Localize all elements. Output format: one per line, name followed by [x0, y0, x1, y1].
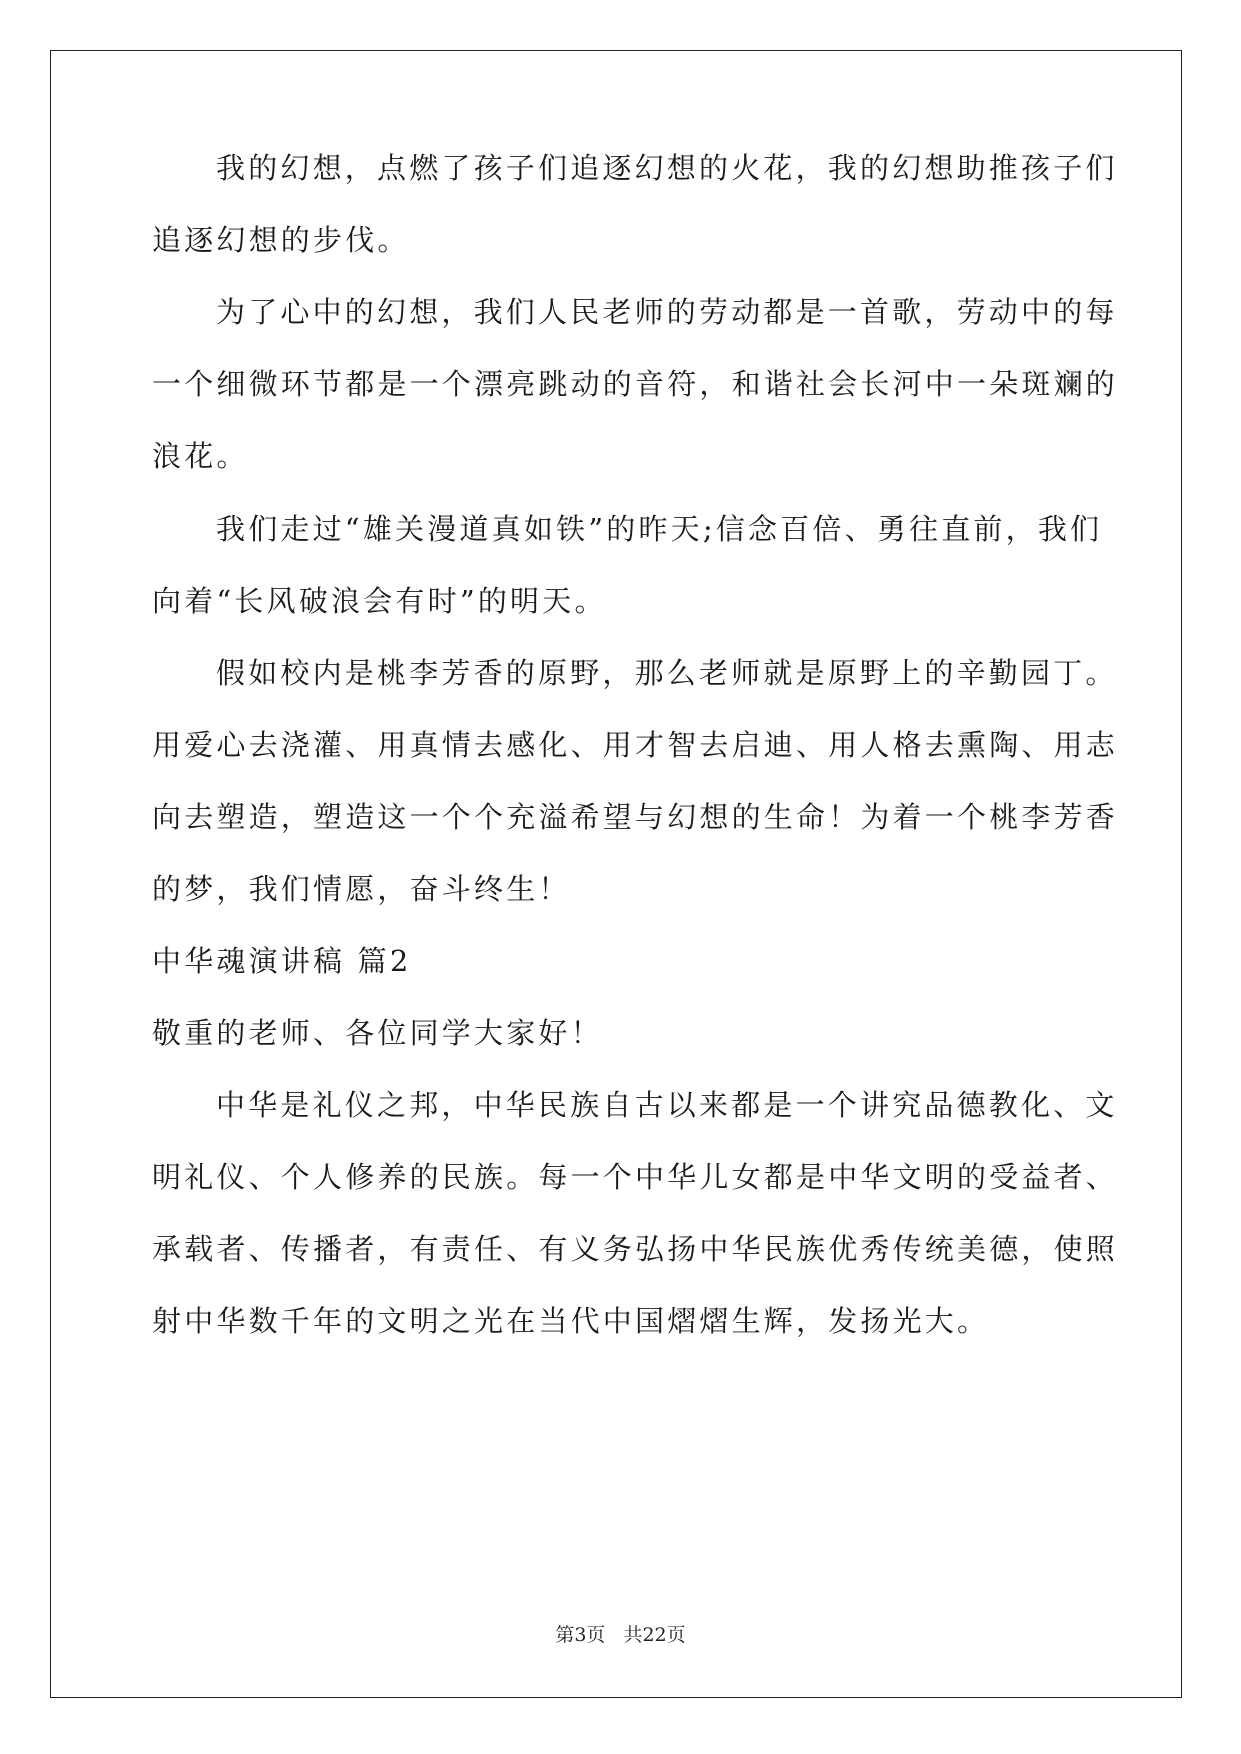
- paragraph-line: 追逐幻想的步伐。: [152, 223, 410, 257]
- paragraph-line: 浪花。: [152, 439, 249, 473]
- paragraph-line: 明礼仪、个人修养的民族。每一个中华儿女都是中华文明的受益者、: [152, 1160, 1119, 1194]
- page-number: 第3页: [555, 1624, 606, 1646]
- page-footer: [0, 1620, 1241, 1647]
- paragraph-line: 我的幻想，点燃了孩子们追逐幻想的火花，我的幻想助推孩子们: [216, 151, 1118, 185]
- paragraph-line: 射中华数千年的文明之光在当代中国熠熠生辉，发扬光大。: [152, 1304, 990, 1338]
- paragraph-line: 一个细微环节都是一个漂亮跳动的音符，和谐社会长河中一朵斑斓的: [152, 367, 1119, 401]
- page-total: 共22页: [623, 1624, 686, 1646]
- paragraph-line: 用爱心去浇灌、用真情去感化、用才智去启迪、用人格去熏陶、用志: [152, 728, 1119, 762]
- paragraph-line: 中华是礼仪之邦，中华民族自古以来都是一个讲究品德教化、文: [216, 1088, 1118, 1122]
- section-heading: 中华魂演讲稿 篇2: [152, 944, 412, 978]
- paragraph-line: 向去塑造，塑造这一个个充溢希望与幻想的生命！为着一个桃李芳香: [152, 800, 1119, 834]
- paragraph-line: 为了心中的幻想，我们人民老师的劳动都是一首歌，劳动中的每: [216, 295, 1118, 329]
- paragraph-line: 承载者、传播者，有责任、有义务弘扬中华民族优秀传统美德，使照: [152, 1232, 1119, 1266]
- paragraph-line: 我们走过“雄关漫道真如铁”的昨天;信念百倍、勇往直前，我们: [216, 512, 1103, 546]
- salutation: 敬重的老师、各位同学大家好！: [152, 1016, 603, 1050]
- paragraph-line: 的梦，我们情愿，奋斗终生！: [152, 872, 571, 906]
- paragraph-line: 向着“长风破浪会有时”的明天。: [152, 584, 607, 618]
- paragraph-line: 假如校内是桃李芳香的原野，那么老师就是原野上的辛勤园丁。: [216, 656, 1118, 690]
